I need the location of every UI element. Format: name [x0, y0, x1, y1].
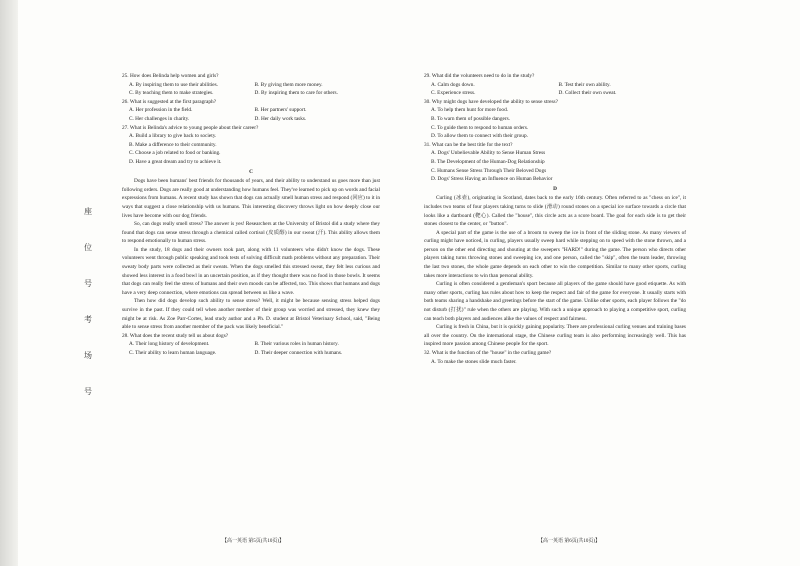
page-footer: 【高一英语 第6页(共10页)】 [538, 539, 601, 544]
right-column: 29. What did the volunteers need to do in the study? A. Calm dogs down. B. Test their own ability. C. Experience stress. D. Collect their own sweat. 30. Why might dogs have developed the ability to sense stress? A. To help them hunt for more food. B. To warn them of possible dangers. C. To guide them to respond to human orders. D. To allow them to connect with their group. 31. What can be the best title for the text? A. Dogs' Unbelievable Ability to Sense Human Stress B. The Development of the Human-Dog Relationship C. Humans Sense Stress Through Their Beloved Dogs D. Dogs' Stress Having an Influence on Human Behavior D Curling (冰壶), originating in Scotland, dates back to the early 16th century. Often referred to as "chess on ice", it includes two teams of four players taking turns to slide (滑动) round stones on a special ice surface towards a circle that looks like a dartboard (靶心). Called the "house", this circle acts as a score board. The goal for each side is to get their stones closest to the center, or "button". A special part of the game is the use of a broom to sweep the ice in front of the sliding stone. As many viewers of curling might have noticed, in curling, players usually sweep hard while stepping on to speed with the stone thrown, and a person on the other end directing and shouting at the sweepers "HARD!" during the game. The person who directs other players taking turns throwing stones and sweeping ice, and one person, called the "skip", often the team leader, throwing the last two stones, the whole game depends on each other to win the competition. Similar to many other sports, curling takes more interactions to win than personal ability. Curling is often considered a gentleman's sport because all players of the game should have good etiquette. As with many other sports, curling has rules about how to keep the respect and fair of the game for everyone. It usually starts with both teams sharing a handshake and greetings before the start of the game. Unlike other sports, each player follows the "do not disturb (打扰)" rule when the others are playing. With such a unique approach to playing a competitive sport, curling can teach both players and audiences alike the values of respect and fairness. Curling is fresh in China, but it is quickly gaining popularity. There are professional curling venues and training bases all over the country. On the international stage, the Chinese curling team is also performing increasingly well. This has inspired more passion among Chinese people for the sport. 32. What is the function of the "house" in the curling game? A. To make the stones slide much faster. [424, 73, 686, 365]
passage-c-paragraph: Then how did dogs develop such ability to sense stress? Well, it might be because sensing stress helped dogs survive in the past. If they could tell when another member of their group was worried and stressed, they knew they might be at risk. As Zoe Parr-Cortes, lead study author and a Ph. D. student at Bristol Veterinary School, said, "Being able to sense stress from another member of the pack was likely beneficial." [122, 298, 380, 331]
passage-c-paragraph: In the study, 18 dogs and their owners took part, along with 11 volunteers who didn't know the dogs. These volunteers went through public speaking and took tests of solving difficult math problems without any preparation. Their sweaty body parts were collected as their sweats. When the dogs smelled this stressed sweat, they felt less curious and showed less interest in a food bowl in an uncertain position, as if they thought there was no food in those bowls. It seems that dogs can really feel the stress of humans and their own moods can be affected, too. This shows that humans and dogs have a very deep connection, where emotions can spread between us like a wave. [122, 246, 380, 296]
passage-c-paragraph: Dogs have been humans' best friends for thousands of years, and their ability to understand us goes more than just following orders. Dogs are really good at understanding how humans feel. They've learned to pick up on words and facial expressions from humans. A recent study has shown that dogs can actually smell human stress and respond (回应) to it in ways that suggest a close relationship with us humans. This interesting discovery throws light on how deeply close our lives have become with our dog friends. [122, 178, 380, 219]
question-31: 31. What can be the best title for the text? [424, 141, 513, 148]
passage-c-heading: C [249, 168, 253, 175]
passage-d-paragraph: Curling is often considered a gentleman's sport because all players of the game should have good etiquette. As with many other sports, curling has rules about how to keep the respect and fair of the game for everyone. It usually starts with both teams sharing a handshake and greetings before the start of the game. Unlike other sports, each player follows the "do not disturb (打扰)" rule when the others are playing. With such a unique approach to playing a competitive sport, curling can teach both players and audiences alike the values of respect and fairness. [424, 281, 686, 322]
passage-d-heading: D [553, 185, 557, 192]
question-32: 32. What is the function of the "house" in the curling game? [424, 350, 552, 356]
question-26: 26. What is suggested at the first paragraph? [122, 98, 217, 105]
passage-d-paragraph: Curling (冰壶), originating in Scotland, dates back to the early 16th century. Often referred to as "chess on ice", it includes two teams of four players taking turns to slide (滑动) round stones on a special ice surface towards a circle that looks like a dartboard (靶心). Called the "house", this circle acts as a score board. The goal for each side is to get their stones closest to the center, or "button". [424, 195, 686, 228]
question-27: 27. What is Belinda's advice to young people about their career? [122, 124, 259, 131]
passage-d-paragraph: Curling is fresh in China, but it is quickly gaining popularity. There are professional curling venues and training bases all over the country. On the international stage, the Chinese curling team is also performing increasingly well. This has inspired more passion among Chinese people for the sport. [424, 324, 686, 348]
left-column: 25. How does Belinda help women and girls? A. By inspiring them to use their abilities. B. By giving them more money. C. By teaching them to make strategies. D. By inspiring them to care for others. 26. What is suggested at the first paragraph? A. Her profession in the field. B. Her partners' support. C. Her challenges in charity. D. Her daily work tasks. 27. What is Belinda's advice to young people about their career? A. Build a library to give back to society. B. Make a difference to their community. C. Choose a job related to food or banking. D. Have a great dream and try to achieve it. C Dogs have been humans' best friends for thousands of years, and their ability to understand us goes more than just following orders. Dogs are really good at understanding how humans feel. They've learned to pick up on words and facial expressions from humans. A recent study has shown that dogs can actually smell human stress and respond (回应) to it in ways that suggest a close relationship with us humans. This interesting discovery throws light on how deeply close our lives have become with our dog friends. So, can dogs really smell stress? The answer is yes! Researchers at the University of Bristol did a study where they found that dogs can sense stress through a chemical called cortisol (皮质醇) in our sweat (汗). This ability allows them to respond emotionally to human stress. In the study, 18 dogs and their owners took part, along with 11 volunteers who didn't know the dogs. These volunteers went through public speaking and took tests of solving difficult math problems without any preparation. Their sweaty body parts were collected as their sweats. When the dogs smelled this stressed sweat, they felt less curious and showed less interest in a food bowl in an uncertain position, as if they thought there was no food in those bowls. It seems that dogs can really feel the stress of humans and their own moods can be affected, too. This shows that humans and dogs have a very deep connection, where emotions can spread between us like a wave. Then how did dogs develop such ability to sense stress? Well, it might be because sensing stress helped dogs survive in the past. If they could tell when another member of their group was worried and stressed, they knew they might be at risk. As Zoe Parr-Cortes, lead study author and a Ph. D. student at Bristol Veterinary School, said, "Being able to sense stress from another member of the pack was likely beneficial." 28. What does the recent study tell us about dogs? A. Their long history of development. B. Their various roles in human history. C. Their ability to learn human language. D. Their deeper connection with humans. [122, 73, 380, 356]
passage-d-paragraph: A special part of the game is the use of a broom to sweep the ice in front of the sliding stone. As many viewers of curling might have noticed, in curling, players usually sweep hard while stepping on to speed with the stone thrown, and a person on the other end directing and shouting at the sweepers "HARD!" during the game. The person who directs other players taking turns throwing stones and sweeping ice, and one person, called the "skip", often the team leader, throwing the last two stones, the whole game depends on each other to win the competition. Similar to many other sports, curling takes more interactions to win than personal ability. [424, 229, 686, 279]
question-25: 25. How does Belinda help women and girls? [122, 73, 219, 79]
scan-shadow [0, 0, 18, 566]
right-page [400, 0, 800, 566]
binding-gutter: 座 位 号 考 场 号 [84, 207, 92, 396]
page-footer: 【高一英语 第5页(共10页)】 [222, 539, 285, 544]
question-28: 28. What does the recent study tell us about dogs? [122, 332, 229, 339]
question-30: 30. Why might dogs have developed the ability to sense stress? [424, 98, 558, 105]
question-29: 29. What did the volunteers need to do in the study? [424, 73, 535, 79]
passage-c-paragraph: So, can dogs really smell stress? The answer is yes! Researchers at the University of Bristol did a study where they found that dogs can sense stress through a chemical called cortisol (皮质醇) in our sweat (汗). This ability allows them to respond emotionally to human stress. [122, 221, 380, 245]
